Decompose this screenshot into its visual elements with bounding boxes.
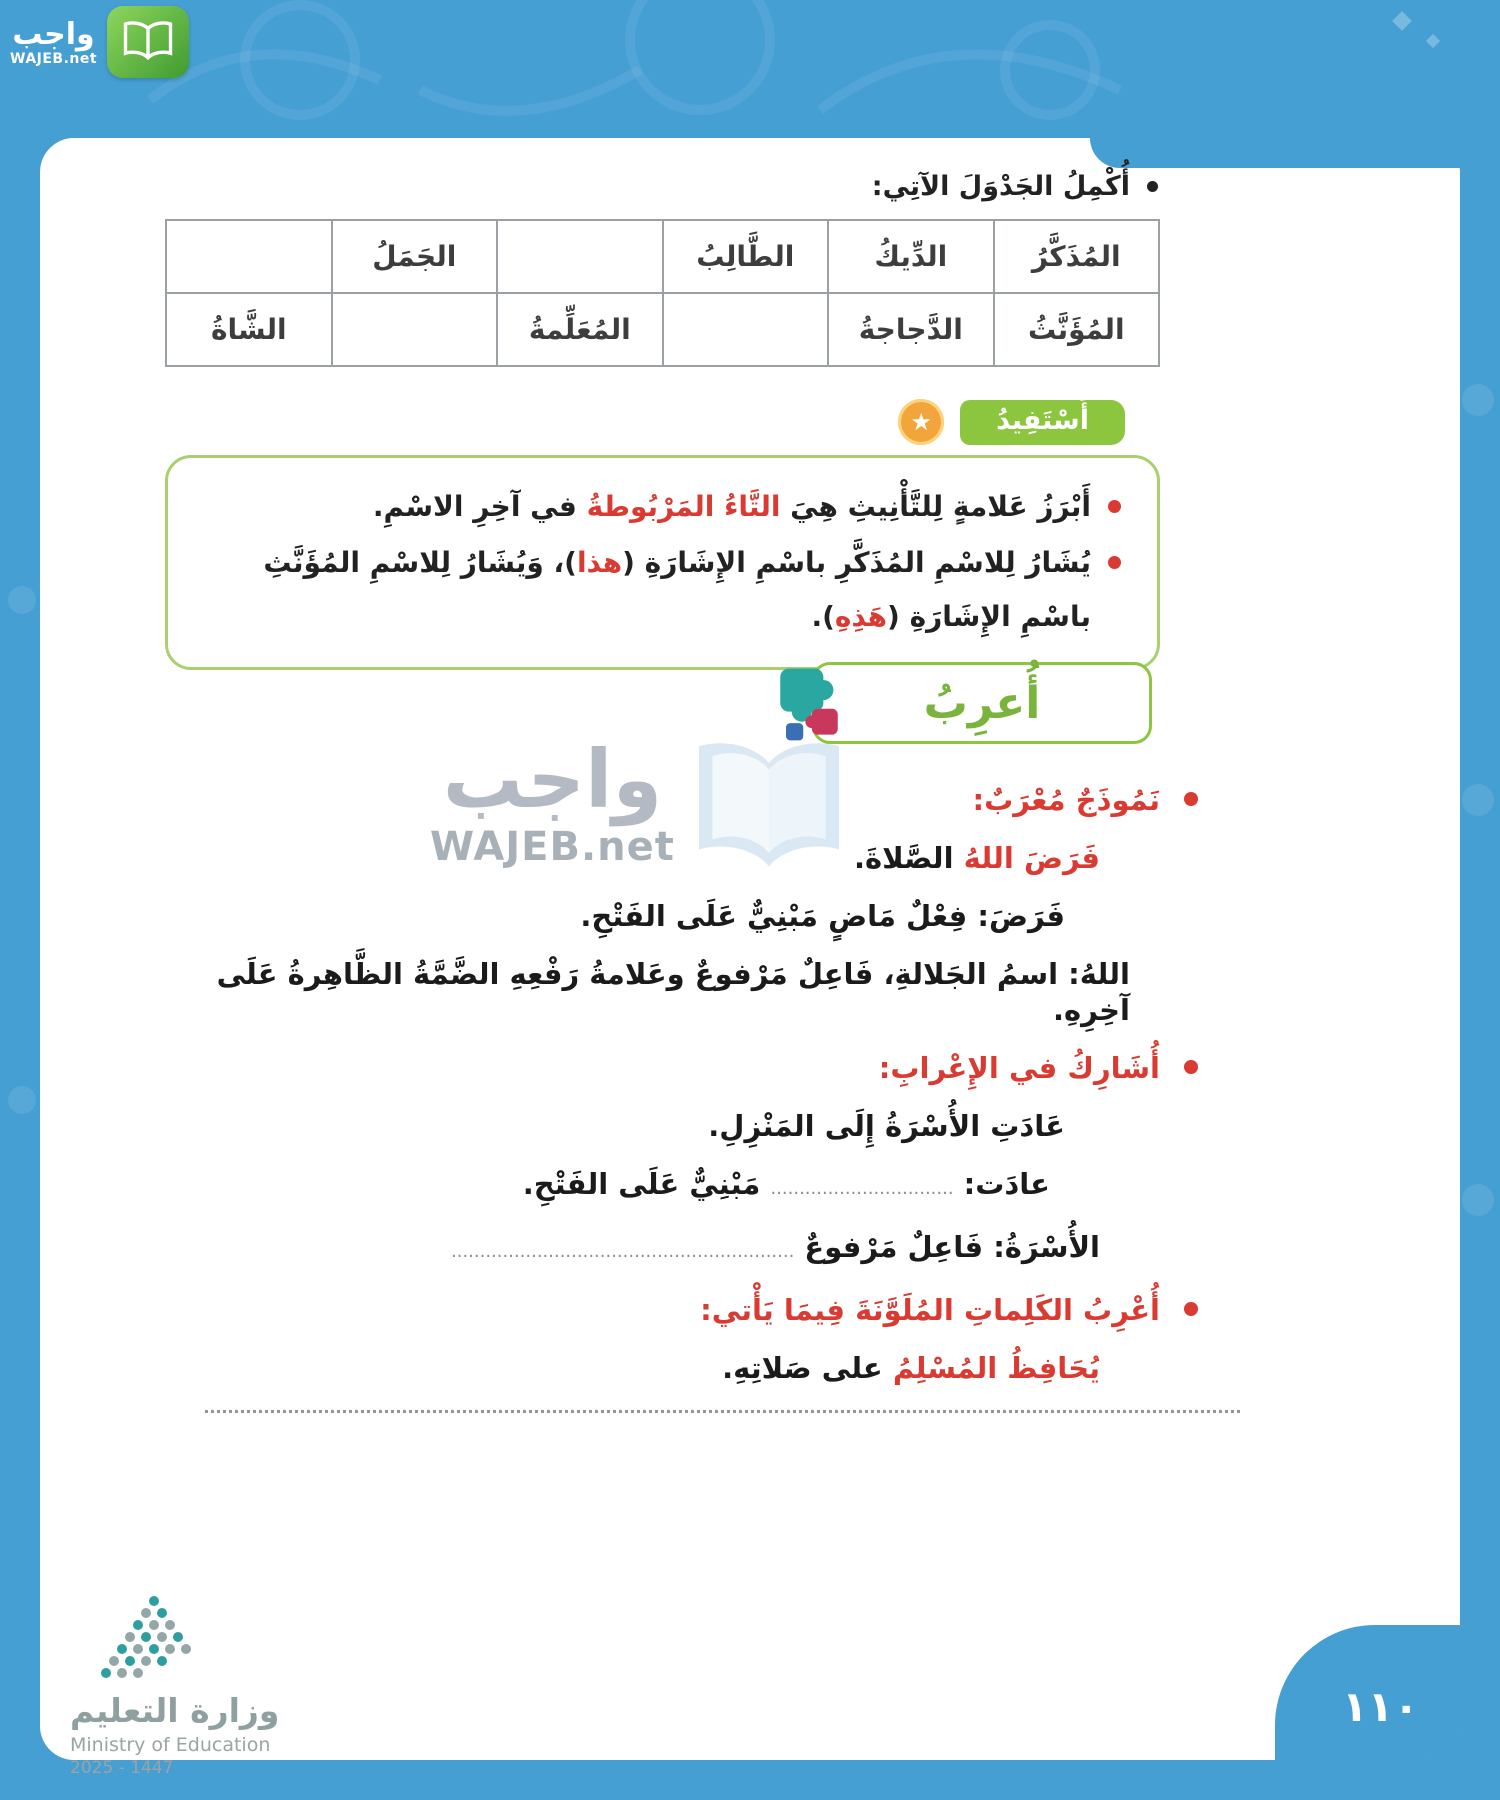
table-cell-blank[interactable] [497, 220, 662, 293]
table-cell: المُذَكَّرُ [994, 220, 1159, 293]
benefit-label: أَسْتَفِيدُ [960, 400, 1125, 445]
watermark-arabic: واجب [442, 733, 663, 826]
answer-blank[interactable]: ............................................................ [451, 1241, 795, 1263]
benefit-point-1-post: في آخِرِ الاسْمِ. [372, 490, 587, 523]
ministry-name-arabic: وزارة التعليم [70, 1691, 280, 1730]
model-sentence: فَرَضَ اللهُ الصَّلاةَ. [853, 841, 1100, 876]
answer-blank[interactable]: ................................ [770, 1178, 954, 1200]
top-right-notch [1090, 138, 1460, 168]
ministry-logo [70, 1587, 279, 1778]
exercise-heading: أُعْرِبُ الكَلِماتِ المُلَوَّنَةَ فِيمَا يَأْتي: [160, 1292, 1160, 1328]
ministry-name-english: Ministry of Education [70, 1734, 271, 1756]
share-heading: أُشَارِكُ في الإِعْرابِ: [160, 1050, 1160, 1086]
model-analysis-subject: اللهُ: اسمُ الجَلالةِ، فَاعِلٌ مَرْفوعٌ وعَلامةُ رَفْعِهِ الضَّمَّةُ الظَّاهِرةُ عَلَى آخِرِهِ. [216, 957, 1130, 1028]
share-blank-subject: الأُسْرَةُ: فَاعِلٌ مَرْفوعٌ ............................................................ [451, 1230, 1100, 1265]
wajeb-brand-text [10, 18, 97, 67]
table-cell-blank[interactable] [332, 293, 497, 366]
table-exercise-heading [160, 165, 1160, 209]
model-heading: نَمُوذَجٌ مُعْرَبٌ: [160, 782, 1160, 818]
benefit-point-1 [198, 480, 1123, 534]
benefit-point-2-mid: )، وَيُشَارُ لِلاسْمِ المُؤَنَّثِ باسْمِ الإِشَارَةِ ( [263, 545, 1091, 633]
benefit-point-1-pre: أَبْرَزُ عَلامةٍ لِلتَّأْنِيثِ هِيَ [780, 490, 1091, 523]
table-cell: الدَّجاجةُ [828, 293, 993, 366]
benefit-point-2-hathihi: هَذِهِ [834, 599, 888, 633]
masculine-feminine-table [165, 219, 1160, 367]
i3rab-label-row [160, 662, 1160, 744]
model-analysis-verb: فَرَضَ: فِعْلٌ مَاضٍ مَبْنِيٌّ عَلَى الفَتْحِ. [580, 899, 1065, 934]
page-number: ١١٠ [1342, 1682, 1419, 1731]
i3rab-exercise-list [160, 782, 1160, 1413]
medal-icon: ★ [898, 399, 944, 445]
brand-arabic-label: واجب [12, 16, 95, 52]
benefit-point-2-post: ). [811, 599, 835, 633]
benefit-point-1-highlight: التَّاءُ المَرْبُوطةُ [586, 490, 781, 523]
wajeb-book-icon [107, 6, 189, 78]
benefit-point-2 [198, 536, 1123, 644]
table-cell: الجَمَلُ [332, 220, 497, 293]
answer-dotted-line[interactable] [205, 1410, 1240, 1413]
benefit-label-row [160, 399, 1160, 445]
i3rab-label [812, 662, 1152, 744]
table-exercise-heading-text: أُكْمِلُ الجَدْوَلَ الآتِي: [871, 171, 1130, 202]
watermark-latin: WAJEB.net [430, 824, 675, 870]
share-blank-verb: عادَت: ................................ مَبْنِيٌّ عَلَى الفَتْحِ. [522, 1167, 1050, 1202]
ministry-emblem-icon [70, 1587, 220, 1687]
page-content [160, 165, 1160, 1413]
brand-latin-label: WAJEB.net [10, 50, 98, 67]
table-cell: الدِّيكُ [828, 220, 993, 293]
benefit-point-2-pre: يُشَارُ لِلاسْمِ المُذَكَّرِ باسْمِ الإِشَارَةِ ( [622, 545, 1091, 579]
puzzle-icon [763, 657, 855, 749]
wajeb-brand [10, 6, 189, 78]
table-row-feminine [166, 293, 1159, 366]
table-cell-blank[interactable] [663, 293, 828, 366]
ministry-years: 2025 - 1447 [70, 1758, 174, 1778]
table-cell: المُعَلِّمةُ [497, 293, 662, 366]
table-row-masculine [166, 220, 1159, 293]
table-cell-blank[interactable] [166, 220, 332, 293]
table-cell: الطَّالِبُ [663, 220, 828, 293]
share-sentence: عَادَتِ الأُسْرَةُ إِلَى المَنْزِلِ. [708, 1109, 1065, 1144]
table-cell: الشَّاةُ [166, 293, 332, 366]
i3rab-label-text: أُعرِبُ [923, 677, 1041, 729]
benefit-box [165, 455, 1160, 670]
exercise-sentence: يُحَافِظُ المُسْلِمُ على صَلاتِهِ. [722, 1351, 1100, 1386]
benefit-point-2-hatha: هذا [576, 545, 623, 579]
table-cell: المُؤَنَّثُ [994, 293, 1159, 366]
